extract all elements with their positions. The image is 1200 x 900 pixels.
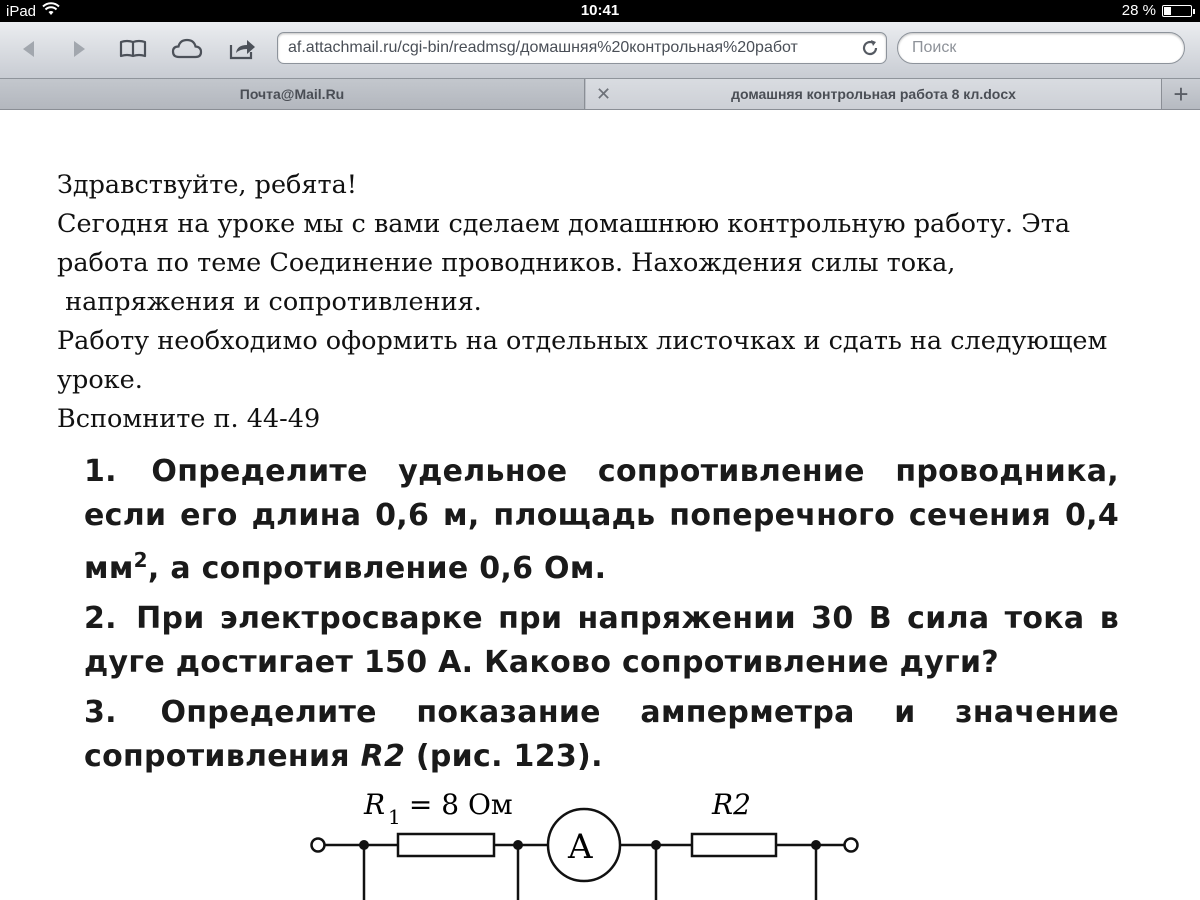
terminal-left [312, 839, 325, 852]
reload-icon[interactable] [860, 38, 880, 62]
document-view [0, 110, 1200, 900]
resistor-r2 [692, 834, 776, 856]
clock: 10:41 [580, 2, 620, 19]
search-bar[interactable] [897, 32, 1185, 64]
resistor-r1 [398, 834, 494, 856]
intro-line: Сегодня на уроке мы с вами сделаем домашнюю контрольную работу. Эта [57, 209, 1071, 239]
circuit-diagram [300, 782, 880, 900]
device-name: iPad [6, 2, 37, 20]
r2-label: R2 [712, 788, 751, 821]
task-superscript: 2 [133, 548, 148, 572]
back-button[interactable] [12, 34, 46, 64]
task-text: При электросварке при напряжении 30 В сила тока в дуге достигает 150 А. Каково сопротивление дуги? [84, 601, 1119, 680]
cloud-icon [170, 37, 204, 61]
task-item [84, 691, 1119, 779]
new-tab-button[interactable] [1161, 79, 1200, 109]
r1-value: = 8 Ом [400, 788, 513, 821]
intro-line: уроке. [57, 365, 143, 395]
intro-line: Вспомните п. 44-49 [57, 404, 321, 434]
tab-mail[interactable] [0, 79, 585, 109]
plus-icon: + [1173, 78, 1189, 109]
tab-bar [0, 79, 1200, 110]
book-icon [118, 38, 148, 60]
task-number: 2. [84, 601, 117, 636]
task-text: Определите показание амперметра и значение сопротивления [84, 695, 1120, 774]
task-list [84, 450, 1119, 785]
task-item [84, 597, 1119, 685]
status-bar [0, 0, 1200, 22]
close-tab-icon[interactable]: ✕ [596, 84, 612, 104]
r1-subscript: 1 [388, 805, 401, 829]
tab-title: домашняя контрольная работа 8 кл.docx [731, 86, 1016, 102]
search-input[interactable] [910, 38, 1174, 58]
intro-line: напряжения и сопротивления. [57, 287, 482, 317]
task-text: , а сопротивление 0,6 Ом. [147, 551, 607, 586]
forward-arrow-icon [68, 38, 90, 60]
back-arrow-icon [18, 38, 40, 60]
intro-line: Работу необходимо оформить на отдельных листочках и сдать на следующем [57, 326, 1108, 356]
battery-fill [1164, 7, 1171, 15]
intro-line: Здравствуйте, ребята! [57, 170, 358, 200]
task-text: (рис. 123). [405, 739, 603, 774]
forward-button[interactable] [62, 34, 96, 64]
battery-icon [1162, 5, 1192, 17]
intro-line: работа по теме Соединение проводников. Нахождения силы тока, [57, 248, 956, 278]
share-button[interactable] [226, 34, 260, 64]
address-bar[interactable] [277, 32, 887, 64]
task-number: 1. [84, 454, 117, 489]
browser-toolbar [0, 22, 1200, 79]
status-right [1122, 2, 1192, 19]
ammeter-label: A [568, 827, 593, 867]
share-icon [228, 37, 258, 61]
task-text: Определите удельное сопротивление проводника, если его длина 0,6 м, площадь поперечного сечения 0,4 мм [84, 454, 1120, 586]
r1-label: R [364, 788, 386, 821]
tab-title: Почта@Mail.Ru [239, 86, 345, 102]
bookmarks-button[interactable] [116, 34, 150, 64]
intro-text [57, 166, 1197, 439]
address-url[interactable]: af.attachmail.ru/cgi-bin/readmsg/домашняя%20контрольная%20работ [288, 39, 798, 56]
icloud-tabs-button[interactable] [170, 34, 204, 64]
tab-document[interactable] [586, 79, 1161, 109]
task-item [84, 450, 1119, 591]
terminal-right [845, 839, 858, 852]
battery-percent: 28 % [1121, 2, 1156, 19]
task-italic: R2 [360, 739, 406, 774]
task-number: 3. [84, 695, 117, 730]
